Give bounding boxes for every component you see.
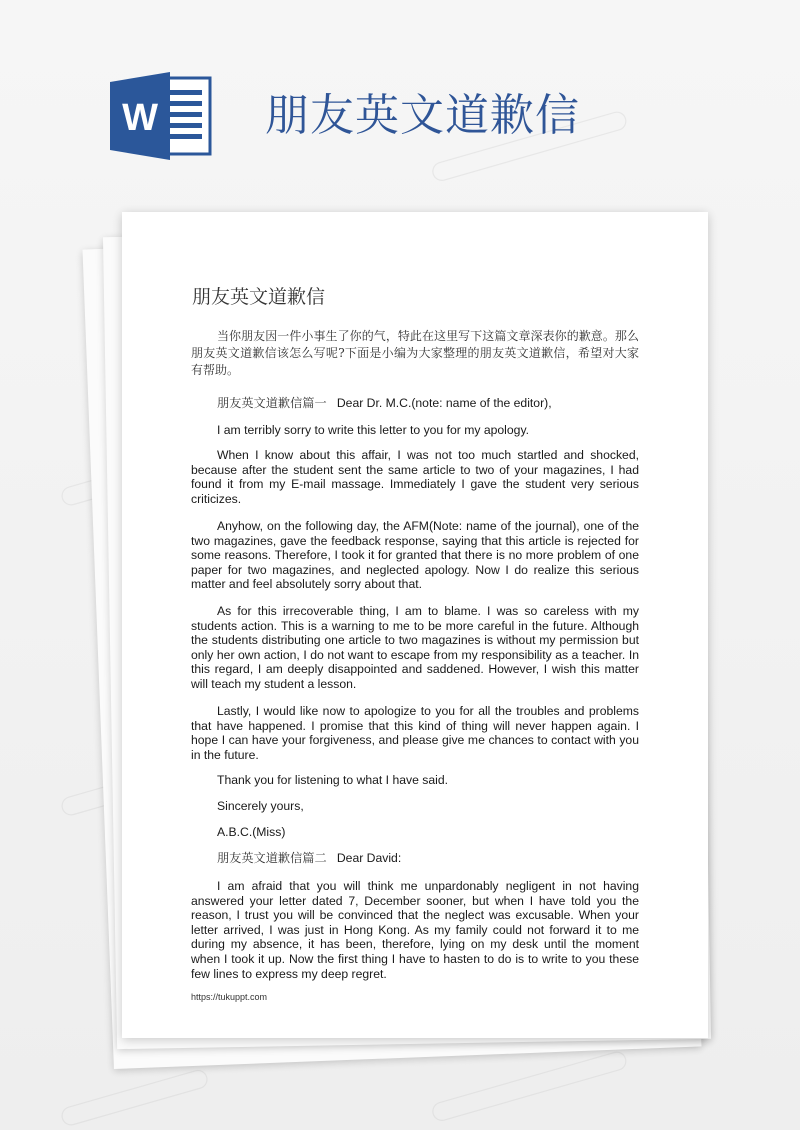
footer-link[interactable]: https://tukuppt.com: [191, 992, 268, 1002]
document-title: 朋友英文道歉信: [192, 286, 326, 308]
word-document-icon: [110, 72, 214, 160]
letter2-salutation: Dear David:: [336, 851, 402, 865]
letter1-salutation: Dear Dr. M.C.(note: name of the editor),: [336, 396, 552, 410]
intro-paragraph: 当你朋友因一件小事生了你的气，特此在这里写下这篇文章深表你的歉意。那么朋友英文道歉信该怎么写呢?下面是小编为大家整理的朋友英文道歉信，希望对大家有帮助。: [191, 329, 639, 377]
letter1-paragraph: Anyhow, on the following day, the AFM(Note: name of the journal), one of the two magazines, gave the feedback response, saying that this article is rejected for some reasons. Therefore, I took it for granted that there is no more problem of one paper for two magazines, and neglected apology. Now I do realize this serious matter and feel absolutely sorry about that.: [191, 519, 639, 592]
letter1-paragraph: Lastly, I would like now to apologize to you for all the troubles and problems that have happened. I promise that this kind of thing will never happen again. I hope I can have your forgiveness, and please give me chances to contact with you in the future.: [191, 704, 639, 762]
page-title: 朋友英文道歉信: [265, 90, 580, 141]
document-page: [122, 212, 708, 1038]
letter2-heading: [191, 851, 639, 866]
letter2-heading-cn: 朋友英文道歉信篇二: [217, 851, 327, 865]
letter1-paragraph: As for this irrecoverable thing, I am to blame. I was so careless with my students action. This is a warning to me to be more careful in the future. Although the students distributing one article to two magazines is without my permission but only her own action, I do not want to escape from my responsibility as a teacher. In this regard, I am deeply disappointed and saddened. However, I wish this matter will teach my student a lesson.: [191, 604, 639, 691]
logo-letter: W: [122, 97, 158, 139]
letter1-closing: Sincerely yours,: [217, 799, 304, 813]
letter1-paragraph: Thank you for listening to what I have said.: [217, 773, 449, 787]
letter1-signature: A.B.C.(Miss): [217, 825, 286, 839]
letter2-paragraph: I am afraid that you will think me unpardonably negligent in not having answered your letter dated 7, December sooner, but when I have told you the reason, I trust you will be convinced that the neglect was excusable. When your letter arrived, I was just in Hong Kong. As my family could not forward it to me during my absence, it has been, therefore, lying on my desk until the moment when I took it up. Now the first thing I have to hasten to do is to write to you these few lines to express my deep regret.: [191, 879, 639, 981]
letter1-paragraph: When I know about this affair, I was not too much startled and shocked, because after the student sent the same article to two of your magazines, I had found it from my E-mail massage. Immediately I gave the student very serious criticizes.: [191, 448, 639, 506]
letter1-paragraph: I am terribly sorry to write this letter to you for my apology.: [217, 423, 530, 437]
letter1-heading-cn: 朋友英文道歉信篇一: [217, 396, 327, 410]
letter1-heading: [191, 396, 639, 411]
